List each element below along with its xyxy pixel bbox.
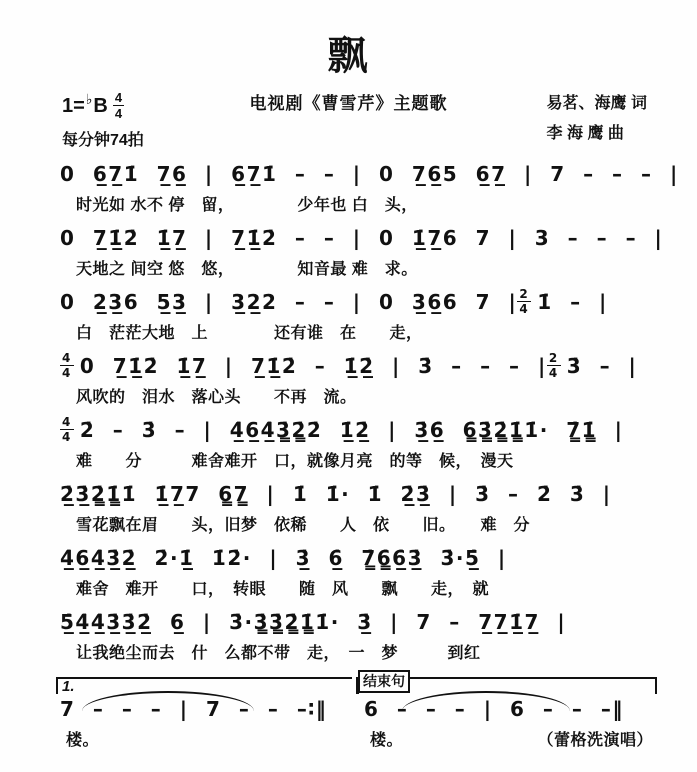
repeat-sign: ∶‖ [308, 697, 328, 721]
final-barline: ‖ [612, 697, 624, 721]
key-note: B [93, 94, 108, 117]
music-system [0, 347, 697, 411]
lyrics-line: 雪花飘在眉 头，旧梦 依稀 人 依 旧。 难 分 [76, 517, 531, 534]
meter-denominator: 4 [114, 106, 123, 121]
lyrics-line [364, 727, 657, 750]
music-system [0, 603, 697, 667]
meter-signature [517, 288, 531, 315]
performer-note: （蕾格洗演唱） [537, 732, 653, 749]
meter-numerator: 4 [62, 415, 72, 429]
lyrics-line [60, 727, 348, 750]
meter-numerator: 4 [62, 351, 72, 365]
song-subtitle: 电视剧《曹雪芹》主题歌 [249, 94, 448, 113]
lyrics-line: 天地之 间空 悠 悠， 知音最 难 求。 [76, 261, 418, 278]
notes-run: 2̲̇3̲̇2̳̇1̳̇1̇ 1̲̇7̲7 6̳7̳ | 1̇ 1̇· 1̇ 2̲̇3̲̇ | 3̇ – 2̇ 3̇ | [60, 481, 612, 506]
lyric-word: 楼。 [66, 732, 100, 749]
music-system [0, 219, 697, 283]
notes-run: 1̇ – | [537, 289, 608, 314]
lyric-word: 楼。 [370, 732, 404, 749]
notes-run: 7 – – – | 7 – – – [60, 697, 309, 721]
lyrics-line: 白 茫茫大地 上 还有谁 在 走， [76, 325, 423, 342]
key-prefix: 1= [62, 94, 85, 117]
key-signature [62, 91, 144, 120]
meter-numerator: 2 [548, 351, 559, 365]
lyrics-line: 时光如 水不 停 留， 少年也 白 头， [76, 197, 418, 214]
notes-line [60, 475, 697, 512]
volta-bracket [56, 677, 352, 694]
meter-numerator: 4 [114, 90, 123, 105]
meter-denominator: 4 [548, 366, 559, 380]
credits [547, 89, 647, 150]
meter-denominator: 4 [519, 302, 530, 316]
meter-numerator: 2 [519, 287, 530, 301]
lyrics-line: 让我绝尘而去 什 么都不带 走， 一 梦 到红 [76, 645, 481, 662]
header-meta [0, 87, 697, 147]
tempo-marking: 每分钟74拍 [62, 132, 144, 149]
meter-denominator: 4 [62, 430, 72, 444]
notes-run: 6 – – – | 6 – – – [364, 697, 613, 721]
meter-signature [113, 91, 124, 120]
lyrics-line: 难舍 难开 口， 转眼 随 风 飘 走， 就 [76, 581, 490, 598]
notes-line [60, 283, 697, 320]
key-tempo-block [62, 91, 144, 150]
notes-line [60, 347, 697, 384]
ending-label: 结束句 [358, 670, 410, 693]
notes-run: 5̲̇4̲̇4̲̇3̲̇3̲̇2̲̇ 6̲ | 3̇·3̳̇3̳̇2̳̇1̳̇1̇· 3̲̇ | 7 – 7̲7̲1̲̇7̲ | [60, 609, 567, 634]
music-system [0, 283, 697, 347]
notes-run: 2̇ – 3̇ – | 4̲̇6̲4̲̇3̳̇2̳̇2̇ 1̲̇2̲̇ | 3̲̇6̲̇ 6̳̇3̳̇2̳̇1̳̇1̇· 7̳̇1̳̇ | [79, 417, 624, 442]
notes-line [60, 155, 697, 192]
music-system [0, 411, 697, 475]
notes-run: 0 7̲1̲̇2̇ 1̲̇7̲ | 7̲1̲̇2̇ – 1̲̇2̲̇ | 3̇ – – – | [79, 353, 547, 378]
meter-denominator: 4 [62, 366, 72, 380]
music-system [0, 155, 697, 219]
music-system [0, 475, 697, 539]
notes-run: 0 2̲3̲6 5̲3̲ | 3̲2̲2 – – | 0 3̲6̲6 7 | [60, 289, 518, 314]
volta-label: 1. [62, 678, 75, 695]
notes-run: 4̲̇6̲4̲̇3̲̇2̲̇ 2̇·1̲̇ 1̇2̇· | 3̲̇ 6̲̇ 7̳̇6̳̇6̲̇3̲̇ 3̇·5̲̇ | [60, 545, 507, 570]
meter-signature [547, 352, 561, 379]
notes-line [60, 539, 697, 576]
song-title: 飘 [327, 34, 370, 78]
volta-section [60, 677, 348, 750]
lyricist-credit: 易茗、海鹰 词 [546, 95, 647, 112]
composer-credit: 李 海 鹰 曲 [546, 125, 624, 143]
notes-line [60, 411, 697, 448]
ending-section [363, 673, 657, 750]
notes-run: 0 7̲1̲̇2̇ 1̲̇7̲ | 7̲1̲̇2̇ – – | 0 1̲̇7̲6 7 | 3 – – – | [60, 225, 664, 250]
final-system [0, 667, 697, 750]
notes-run: 3̇ – | [566, 353, 638, 378]
lyrics-line: 风吹的 泪水 落心头 不再 流。 [76, 389, 357, 406]
meter-signature [60, 352, 74, 379]
flat-icon: ♭ [85, 90, 93, 107]
notes-line [60, 603, 697, 640]
meter-signature [60, 416, 74, 443]
music-systems [0, 155, 697, 667]
lyrics-line: 难 分 难舍难开 口，就像月亮 的等 候， 漫天 [76, 453, 514, 470]
notes-run: 0 6̲7̲1̇ 7̲6̲ | 6̲7̲1̇ – – | 0 7̲6̲5 6̲7̲ | 7 – – – | [60, 161, 679, 186]
music-system [0, 539, 697, 603]
notes-line [60, 219, 697, 256]
